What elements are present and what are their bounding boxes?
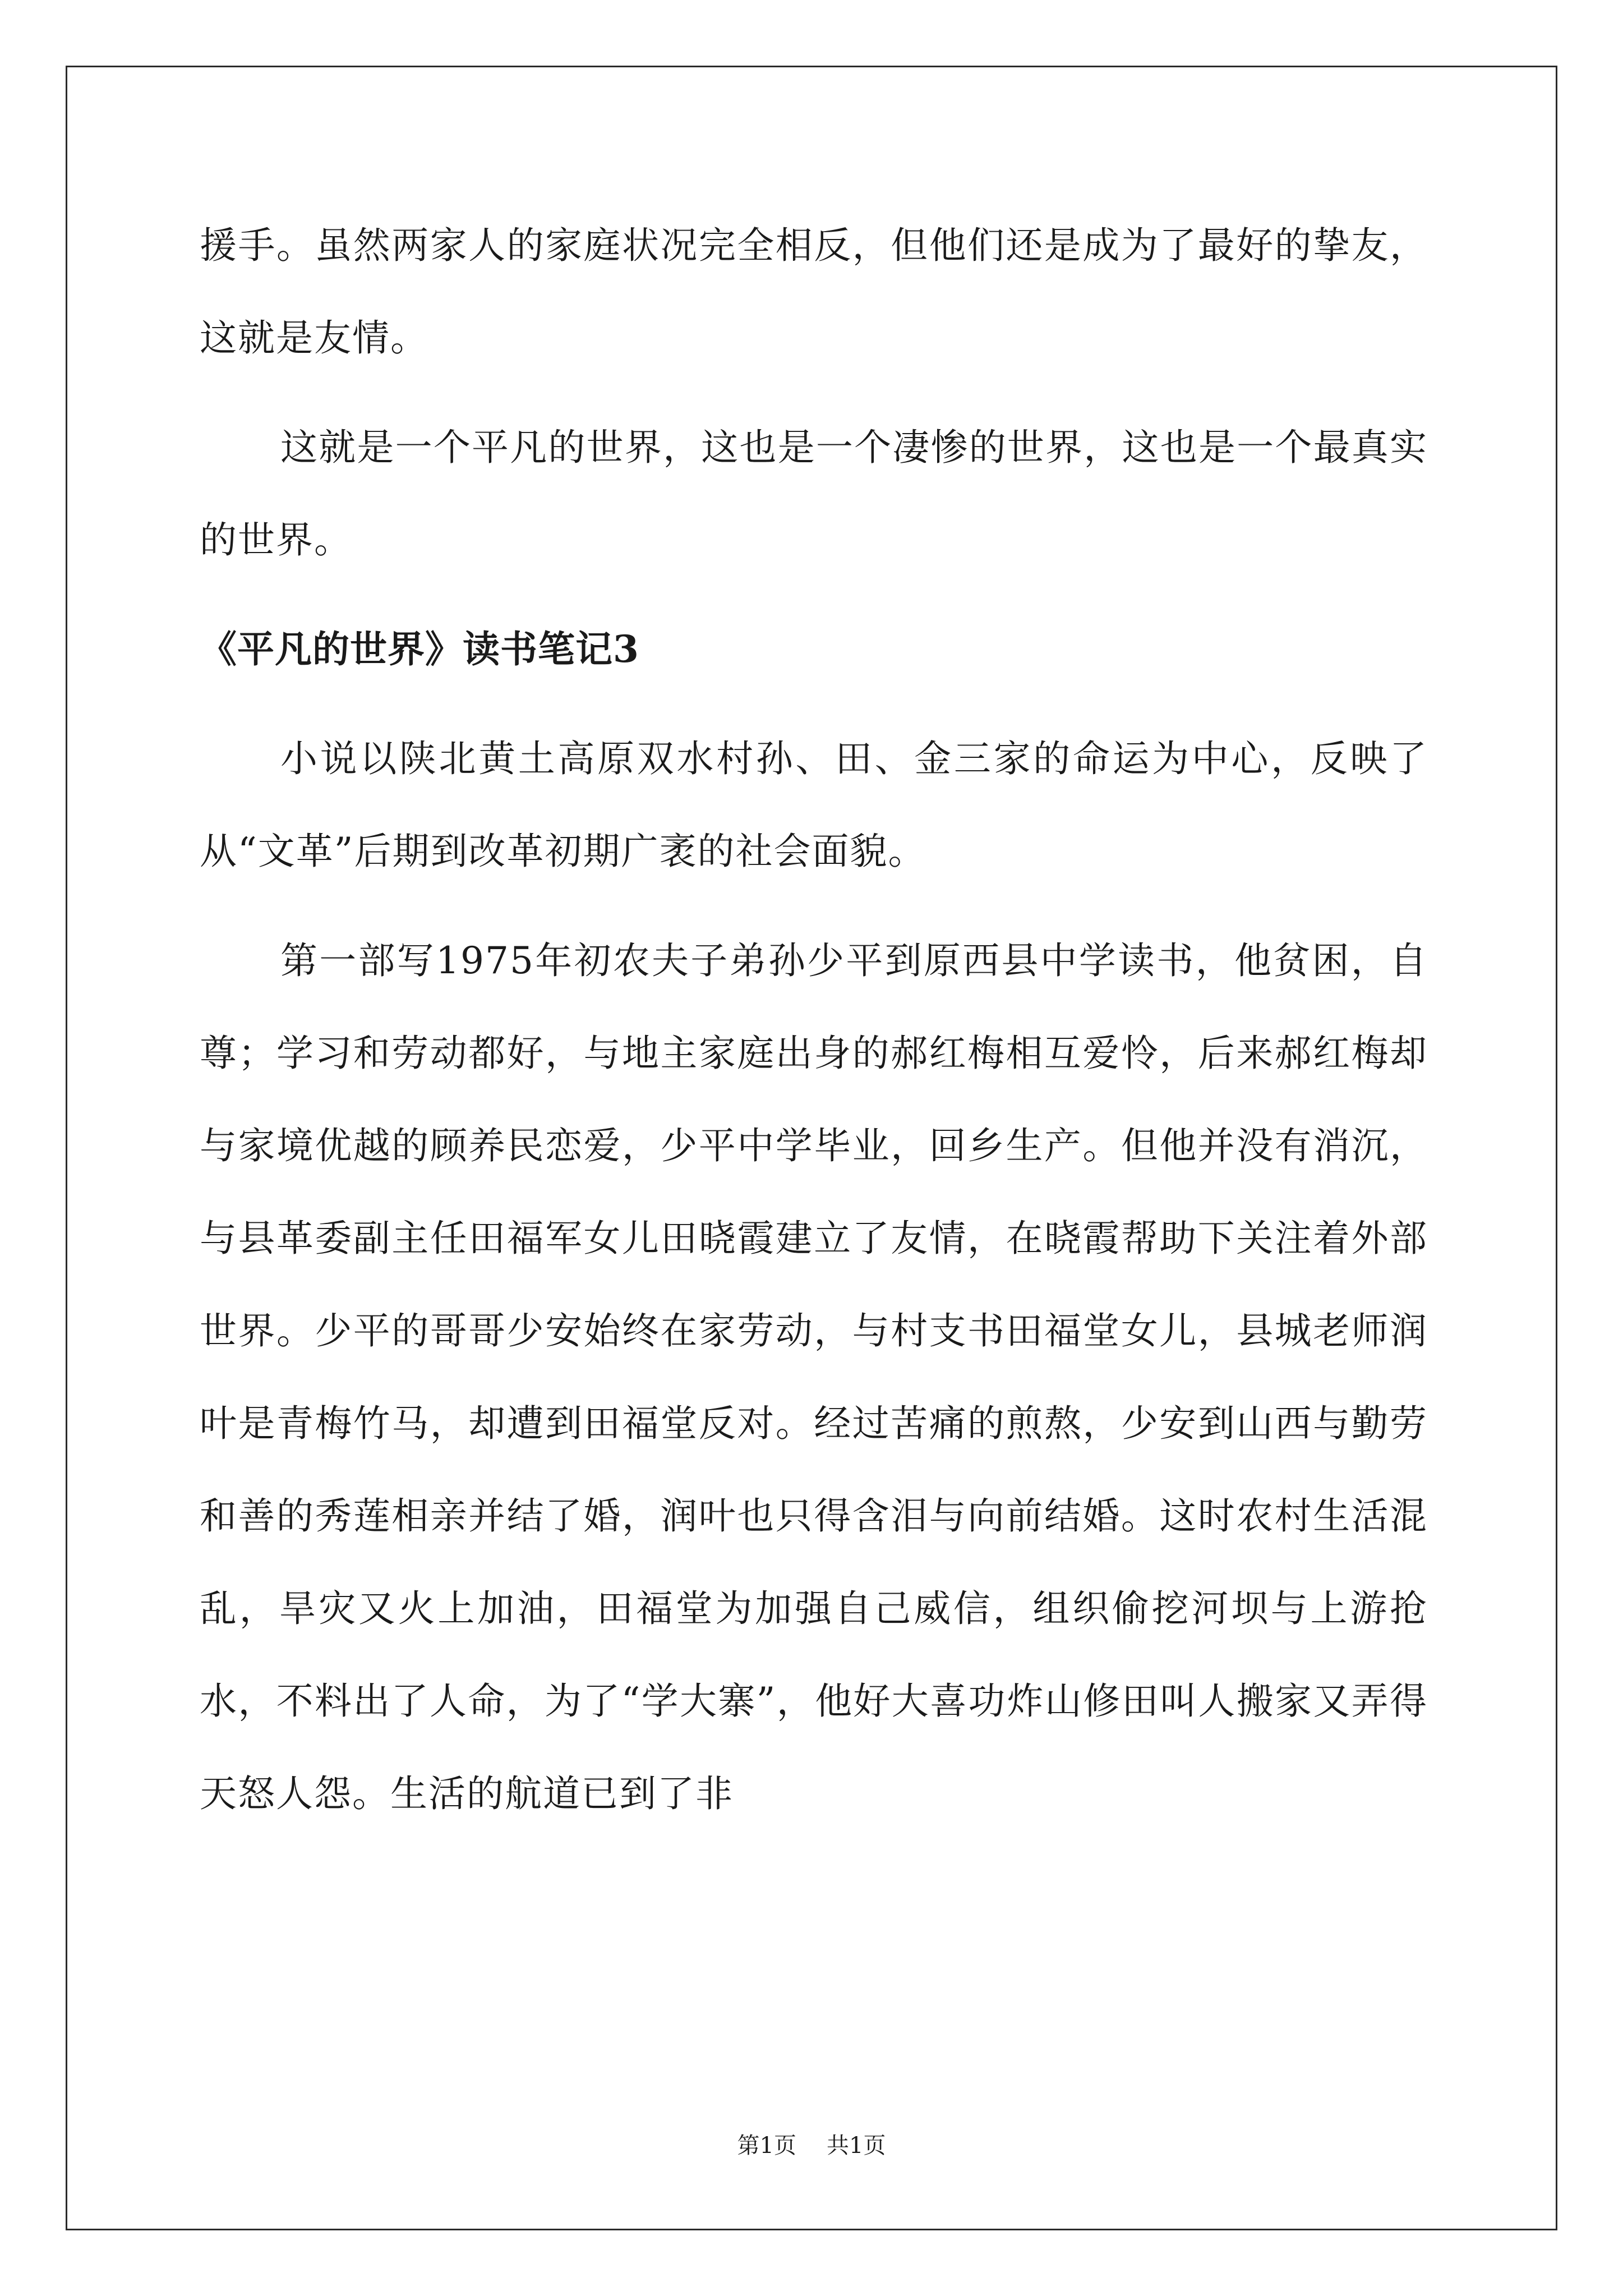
paragraph-1: 援手。虽然两家人的家庭状况完全相反，但他们还是成为了最好的挚友，这就是友情。	[200, 224, 1428, 360]
paragraph-2: 这就是一个平凡的世界，这也是一个凄惨的世界，这也是一个最真实的世界。	[200, 426, 1428, 562]
paragraph-4: 第一部写1975年初农夫子弟孙少平到原西县中学读书，他贫困，自尊；学习和劳动都好，与地主家庭出身的郝红梅相互爱怜，后来郝红梅却与家境优越的顾养民恋爱，少平中学毕业，回乡生产。但他并没有消沉，与县革委副主任田福军女儿田晓霞建立了友情，在晓霞帮助下关注着外部世界。少平的哥哥少安始终在家劳动，与村支书田福堂女儿，县城老师润叶是青梅竹马，却遭到田福堂反对。经过苦痛的煎熬，少安到山西与勤劳和善的秀莲相亲并结了婚，润叶也只得含泪与向前结婚。这时农村生活混乱，旱灾又火上加油，田福堂为加强自己威信，组织偷挖河坝与上游抢水，不料出了人命，为了“学大寨”，他好大喜功炸山修田叫人搬家又弄得天怒人怨。生活的航道已到了非	[200, 939, 1428, 1815]
page-total: 共1页	[827, 2133, 886, 2159]
section-heading: 《平凡的世界》读书笔记3	[200, 627, 639, 671]
document-body	[200, 199, 1428, 1840]
page-number: 第1页	[737, 2133, 796, 2159]
paragraph-3: 小说以陕北黄土高原双水村孙、田、金三家的命运为中心，反映了从“文革”后期到改革初期广袤的社会面貌。	[200, 737, 1428, 873]
page-footer	[0, 2129, 1623, 2162]
